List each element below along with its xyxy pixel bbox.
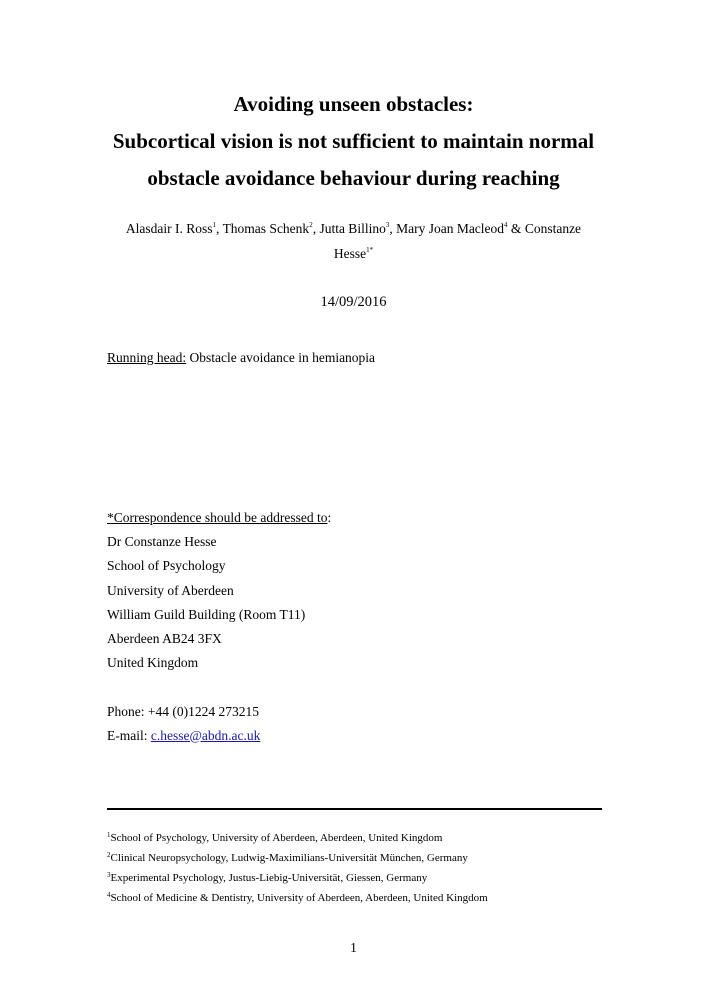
- title-line-1: Avoiding unseen obstacles:: [233, 92, 474, 116]
- running-head-value: Obstacle avoidance in hemianopia: [186, 350, 376, 365]
- footnote-item: $^3$Experimental Psychology, Justus-Liebig-Universität, Giessen, Germany: [107, 871, 428, 884]
- footnote-divider: [107, 808, 602, 810]
- author-affiliation: 1*: [366, 246, 374, 254]
- author-affiliation: 4: [504, 221, 508, 229]
- page-number: 1: [350, 940, 357, 955]
- author-name-first: Constanze: [524, 221, 582, 236]
- author-name: Thomas Schenk: [222, 221, 310, 236]
- author-name: Mary Joan Macleod: [396, 221, 505, 236]
- title-line-3: obstacle avoidance behaviour during reaching: [147, 166, 560, 190]
- paper-date: 14/09/2016: [320, 294, 387, 310]
- author-line-2: [100, 241, 607, 266]
- author-name: Alasdair I. Ross: [125, 221, 213, 236]
- email-link[interactable]: c.hesse@abdn.ac.uk: [150, 727, 261, 743]
- running-head-label: Running head:: [107, 350, 187, 365]
- affiliation-footnotes: [107, 828, 488, 908]
- footnote-item: $^4$School of Medicine & Dentistry, University of Aberdeen, Aberdeen, United Kingdom: [107, 891, 488, 904]
- address-line: United Kingdom: [107, 655, 199, 671]
- running-head: [107, 350, 375, 366]
- email-line: E-mail: c.hesse@abdn.ac.uk: [107, 727, 261, 743]
- address-line: Dr Constanze Hesse: [107, 534, 217, 550]
- address-line: University of Aberdeen: [107, 582, 234, 598]
- address-line: School of Psychology: [107, 558, 226, 574]
- author-affiliation: 3: [385, 221, 390, 229]
- author-list: [100, 216, 607, 266]
- correspondence-block: [107, 506, 331, 748]
- spacer: [107, 675, 331, 699]
- footnote-item: $^1$School of Psychology, University of Aberdeen, Aberdeen, United Kingdom: [107, 831, 443, 844]
- title-line-2: Subcortical vision is not sufficient to maintain normal: [112, 129, 595, 153]
- phone-line: Phone: +44 (0)1224 273215: [107, 703, 259, 719]
- author-affiliation: 2: [309, 221, 313, 229]
- address-line: William Guild Building (Room T11): [107, 606, 306, 622]
- author-name-last: Hesse: [333, 246, 367, 261]
- correspondence-heading: *Correspondence should be addressed to:: [107, 510, 332, 525]
- paper-title: [60, 86, 647, 197]
- address-line: Aberdeen AB24 3FX: [107, 631, 222, 647]
- author-name: Jutta Billino: [319, 221, 386, 236]
- author-line-1: Alasdair I. Ross$^1$, Thomas Schenk$^2$, Jutta Billino$^3$, Mary Joan Macleod$^4$ & Constanze: [125, 221, 582, 236]
- author-affiliation: 1: [212, 221, 217, 229]
- footnote-item: $^2$Clinical Neuropsychology, Ludwig-Maximilians-Universität München, Germany: [107, 851, 468, 864]
